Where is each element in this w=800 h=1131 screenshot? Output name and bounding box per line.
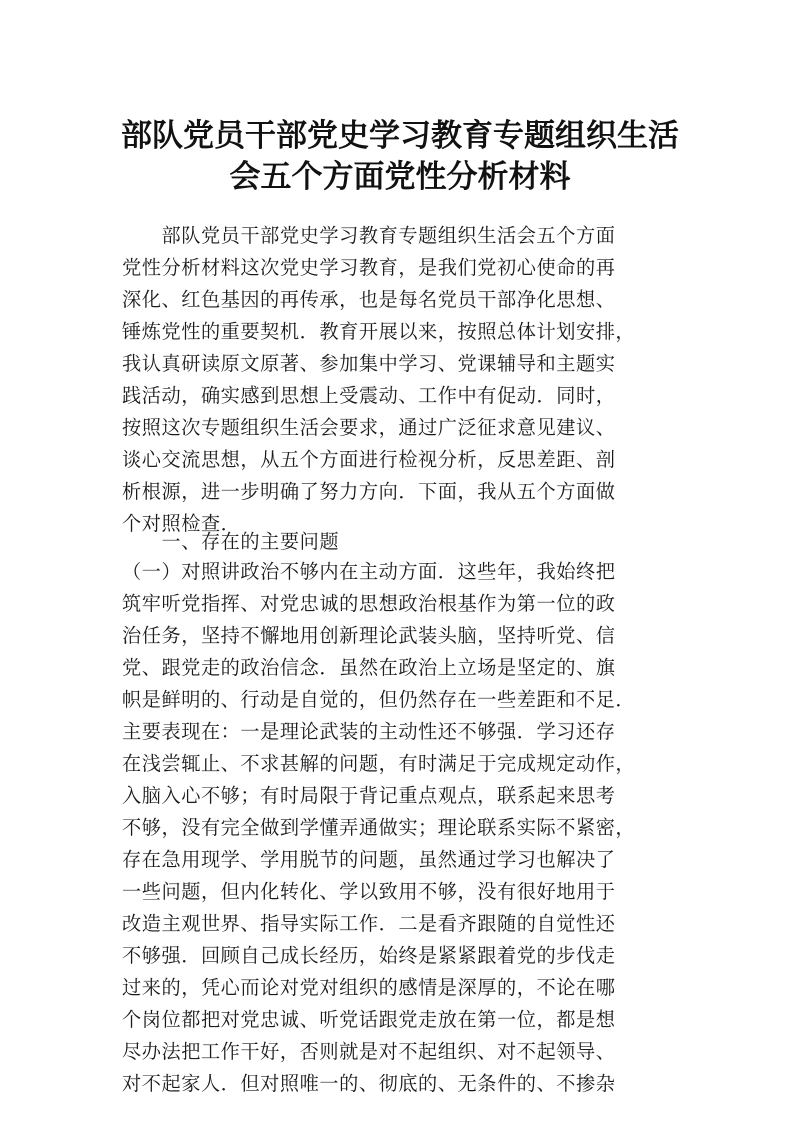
body-line: 不够，没有完全做到学懂弄通做实；理论联系实际不紧密， — [122, 816, 636, 839]
body-line: 对不起家人．但对照唯一的、彻底的、无条件的、不掺杂 — [122, 1072, 616, 1095]
document-title-line-2: 会五个方面党性分析材料 — [229, 159, 571, 195]
body-line: 入脑入心不够；有时局限于背记重点观点，联系起来思考 — [122, 784, 616, 807]
body-line: 在浅尝辄止、不求甚解的问题，有时满足于完成规定动作， — [122, 752, 636, 775]
body-line: 主要表现在：一是理论武装的主动性还不够强．学习还存 — [122, 720, 616, 743]
body-line: 党、跟党走的政治信念．虽然在政治上立场是坚定的、旗 — [122, 656, 616, 679]
body-line: 存在急用现学、学用脱节的问题，虽然通过学习也解决了 — [122, 848, 616, 871]
body-line: 按照这次专题组织生活会要求，通过广泛征求意见建议、 — [122, 416, 616, 439]
body-line: 帜是鲜明的、行动是自觉的，但仍然存在一些差距和不足． — [122, 688, 636, 711]
body-line: 部队党员干部党史学习教育专题组织生活会五个方面 — [122, 224, 616, 247]
body-line: 个岗位都把对党忠诚、听党话跟党走放在第一位，都是想 — [122, 1008, 616, 1031]
body-line: 析根源，进一步明确了努力方向．下面，我从五个方面做 — [122, 480, 616, 503]
body-line: （一）对照讲政治不够内在主动方面．这些年，我始终把 — [122, 560, 616, 583]
section-heading: 一、存在的主要问题 — [122, 530, 340, 553]
body-line: 一些问题，但内化转化、学以致用不够，没有很好地用于 — [122, 880, 616, 903]
body-line: 不够强．回顾自己成长经历，始终是紧紧跟着党的步伐走 — [122, 944, 616, 967]
body-line: 我认真研读原文原著、参加集中学习、党课辅导和主题实 — [122, 352, 616, 375]
body-line: 深化、红色基因的再传承，也是每名党员干部净化思想、 — [122, 288, 616, 311]
body-line: 改造主观世界、指导实际工作．二是看齐跟随的自觉性还 — [122, 912, 616, 935]
body-line: 个对照检查． — [122, 512, 241, 535]
body-line: 过来的，凭心而论对党对组织的感情是深厚的，不论在哪 — [122, 976, 616, 999]
body-line: 筑牢听党指挥、对党忠诚的思想政治根基作为第一位的政 — [122, 592, 616, 615]
body-line: 谈心交流思想，从五个方面进行检视分析，反思差距、剖 — [122, 448, 616, 471]
document-title-line-1: 部队党员干部党史学习教育专题组织生活 — [121, 118, 679, 154]
body-line: 锤炼党性的重要契机．教育开展以来，按照总体计划安排， — [122, 320, 636, 343]
body-line: 治任务，坚持不懈地用创新理论武装头脑，坚持听党、信 — [122, 624, 616, 647]
body-line: 党性分析材料这次党史学习教育，是我们党初心使命的再 — [122, 256, 616, 279]
body-line: 尽办法把工作干好，否则就是对不起组织、对不起领导、 — [122, 1040, 616, 1063]
body-line: 践活动，确实感到思想上受震动、工作中有促动．同时， — [122, 384, 616, 407]
